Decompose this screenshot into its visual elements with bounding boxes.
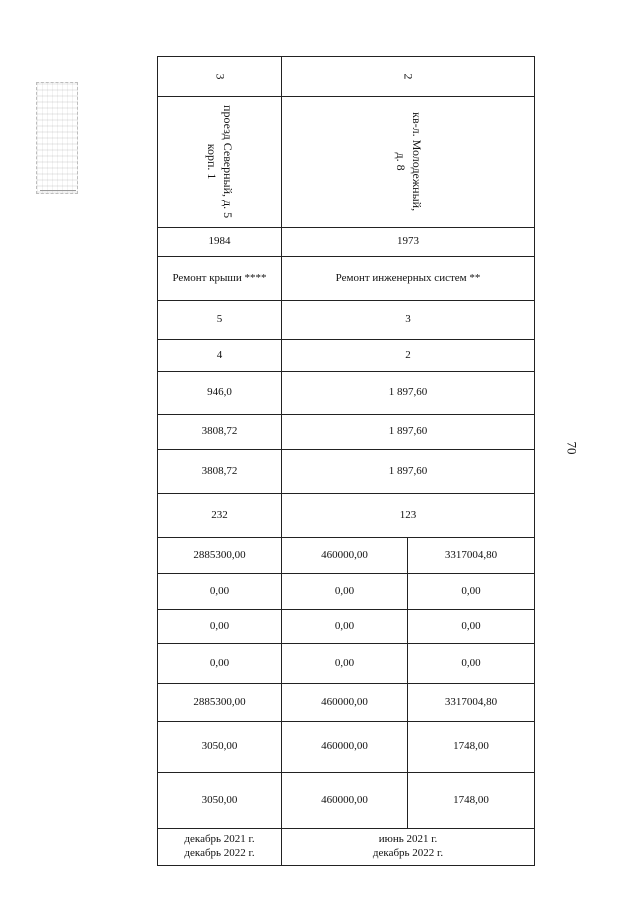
col2-area-2: 1 897,60 <box>282 415 535 450</box>
header-row <box>158 57 535 97</box>
area-row-2 <box>158 415 535 450</box>
residents-row <box>158 494 535 538</box>
col3-area-1: 946,0 <box>158 372 282 415</box>
area-row-3 <box>158 450 535 494</box>
cost-5-a: 2885300,00 <box>158 684 282 722</box>
cost-4-a: 0,00 <box>158 644 282 684</box>
col2-date-end: декабрь 2022 г. <box>372 847 444 859</box>
col2-floors: 3 <box>282 301 535 340</box>
col2-number: 2 <box>401 73 416 80</box>
col3-address-line2: корп. 1 <box>205 144 220 180</box>
col2-number-cell <box>282 57 535 97</box>
cost-7-b: 460000,00 <box>282 773 408 829</box>
year-row <box>158 228 535 257</box>
col3-residents: 232 <box>158 494 282 538</box>
col3-dates <box>158 829 282 866</box>
cost-4-c: 0,00 <box>408 644 535 684</box>
col2-dates <box>282 829 535 866</box>
col3-number: 3 <box>213 73 227 80</box>
col3-entrances: 4 <box>158 340 282 372</box>
cost-4-b: 0,00 <box>282 644 408 684</box>
col3-floors: 5 <box>158 301 282 340</box>
col2-address-line2: д. 8 <box>394 152 408 171</box>
cost-row-7 <box>158 773 535 829</box>
cost-6-c: 1748,00 <box>408 722 535 773</box>
col2-address-line1: кв-л. Молодежный, <box>409 112 424 212</box>
col2-year: 1973 <box>282 228 535 257</box>
cost-row-3 <box>158 610 535 644</box>
col3-area-2: 3808,72 <box>158 415 282 450</box>
cost-3-b: 0,00 <box>282 610 408 644</box>
col2-work-type: Ремонт инженерных систем ** <box>282 257 535 301</box>
col3-date-end: декабрь 2022 г. <box>184 847 255 859</box>
cost-6-b: 460000,00 <box>282 722 408 773</box>
col2-area-1: 1 897,60 <box>282 372 535 415</box>
col3-date-start: декабрь 2021 г. <box>184 833 255 846</box>
stamp-mark <box>36 82 78 194</box>
stamp-underline <box>40 190 76 191</box>
cost-2-a: 0,00 <box>158 574 282 610</box>
address-row <box>158 97 535 228</box>
col2-date-start: июнь 2021 г. <box>378 833 438 846</box>
cost-1-a: 2885300,00 <box>158 538 282 574</box>
col2-address <box>392 112 423 211</box>
cost-1-c: 3317004,80 <box>408 538 535 574</box>
col3-work-type: Ремонт крыши **** <box>158 257 282 301</box>
cost-row-2 <box>158 574 535 610</box>
col3-area-3: 3808,72 <box>158 450 282 494</box>
area-row-1 <box>158 372 535 415</box>
cost-5-c: 3317004,80 <box>408 684 535 722</box>
entrances-row <box>158 340 535 372</box>
cost-7-a: 3050,00 <box>158 773 282 829</box>
cost-7-c: 1748,00 <box>408 773 535 829</box>
cost-2-c: 0,00 <box>408 574 535 610</box>
col3-number-cell <box>158 57 282 97</box>
cost-3-a: 0,00 <box>158 610 282 644</box>
cost-row-5 <box>158 684 535 722</box>
col3-address-cell <box>158 97 282 228</box>
cost-3-c: 0,00 <box>408 610 535 644</box>
floors-row <box>158 301 535 340</box>
page-number: 70 <box>564 441 580 455</box>
col2-entrances: 2 <box>282 340 535 372</box>
cost-row-6 <box>158 722 535 773</box>
col2-residents: 123 <box>282 494 535 538</box>
dates-row <box>158 829 535 866</box>
data-table <box>157 56 535 866</box>
col2-area-3: 1 897,60 <box>282 450 535 494</box>
cost-6-a: 3050,00 <box>158 722 282 773</box>
cost-2-b: 0,00 <box>282 574 408 610</box>
col2-address-cell <box>282 97 535 228</box>
work-type-row <box>158 257 535 301</box>
col3-address-line1: проезд Северный, д. 5 <box>221 105 236 219</box>
col3-year: 1984 <box>158 228 282 257</box>
cost-1-b: 460000,00 <box>282 538 408 574</box>
cost-row-4 <box>158 644 535 684</box>
cost-5-b: 460000,00 <box>282 684 408 722</box>
col3-address <box>204 105 235 218</box>
cost-row-1 <box>158 538 535 574</box>
